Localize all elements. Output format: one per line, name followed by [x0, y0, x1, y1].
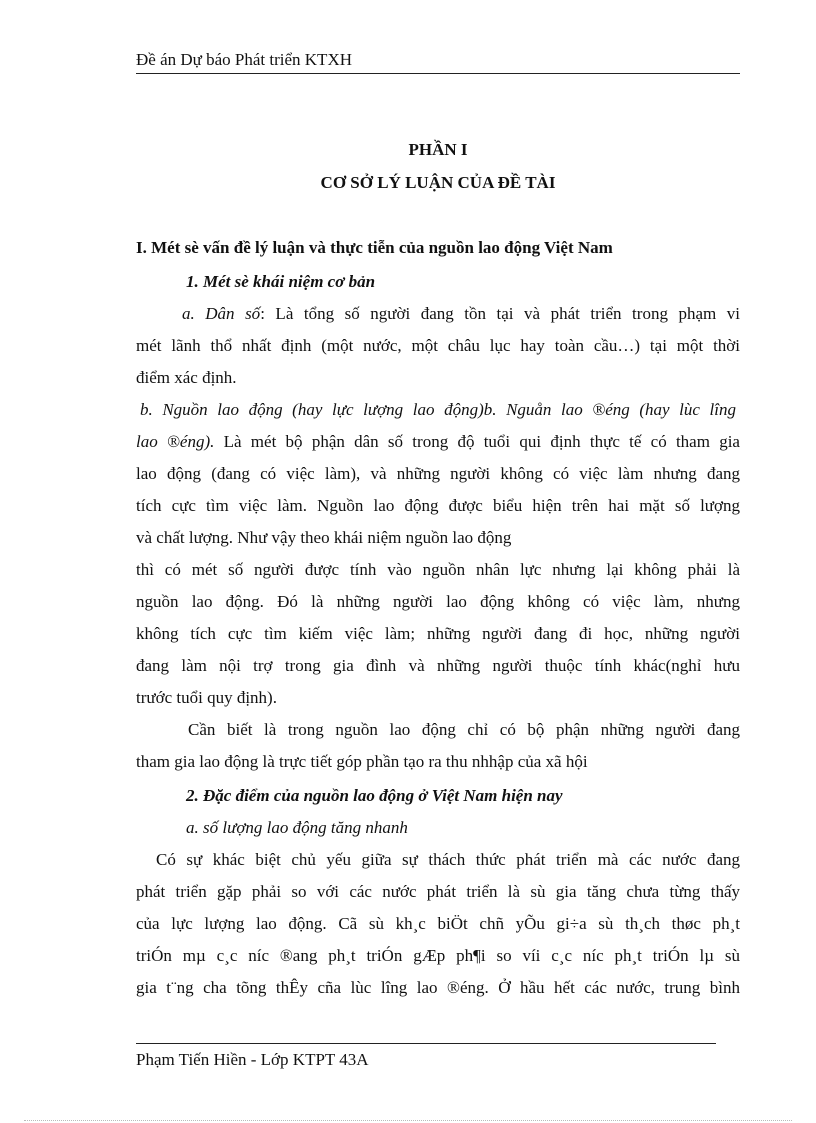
paragraph-line: gia t¨ng cha tõng thÊy cña lùc lîng lao ®éng. Ở hầu hết các nước, trung bình [136, 978, 740, 997]
paragraph-line: nguồn lao động. Đó là những người lao động không có việc làm, nhưng [136, 592, 740, 611]
paragraph-line: điểm xác định. [136, 368, 237, 387]
paragraph-line: phát triển gặp phải so với các nước phát triển là sù gia tăng chưa từng thấy [136, 882, 740, 901]
paragraph-text: : Là tổng số người đang tồn tại và phát triển trong phạm vi [260, 304, 740, 323]
page-bottom-rule [24, 1120, 792, 1121]
paragraph-line: Có sự khác biệt chủ yếu giữa sự thách thức phát triển mà các nước đang [156, 850, 740, 869]
paragraph-text: Là mét bộ phận dân số trong độ tuổi qui định thực tế có tham gia [214, 432, 740, 451]
paragraph-line: không tích cực tìm kiếm việc làm; những người đang đi học, những người [136, 624, 740, 643]
subsection-label: a. số lượng lao động tăng nhanh [186, 818, 408, 837]
paragraph-line [136, 432, 740, 452]
paragraph-line: tham gia lao động là trực tiết góp phần tạo ra thu nhhập của xã hội [136, 752, 588, 771]
term-label: a. Dân số [182, 304, 261, 323]
paragraph-line: thì có mét số người được tính vào nguồn nhân lực nhưng lại không phải là [136, 560, 740, 579]
page-footer: Phạm Tiến Hiền - Lớp KTPT 43A [136, 1043, 716, 1070]
paragraph-line: b. Nguồn lao động (hay lực lượng lao động)b. Nguån lao ®éng (hay lùc lîng [140, 400, 736, 419]
paragraph-line: của lực lượng lao động. Cã sù kh¸c biÖt chñ yÕu gi÷a sù th¸ch thøc ph¸t [136, 914, 740, 933]
paragraph-line: và chất lượng. Như vậy theo khái niệm nguồn lao động [136, 528, 512, 547]
subsection-heading-2: 2. Đặc điểm của nguồn lao động ở Việt Nam hiện nay [186, 786, 563, 805]
paragraph-line: trước tuổi quy định). [136, 688, 277, 707]
section-heading: I. Mét sè vấn đề lý luận và thực tiễn của nguồn lao động Việt Nam [136, 238, 613, 257]
term-label: lao ®éng). [136, 432, 215, 451]
paragraph-line: triÓn mµ c¸c níc ®ang ph¸t triÓn gÆp ph¶i so víi c¸c níc ph¸t triÓn lµ sù [136, 946, 740, 965]
paragraph-line: lao động (đang có việc làm), và những người không có việc làm nhưng đang [136, 464, 740, 483]
paragraph-line: mét lãnh thổ nhất định (một nước, một châu lục hay toàn cầu…) tại một thời [136, 336, 740, 355]
paragraph-line: Cần biết là trong nguồn lao động chỉ có bộ phận những người đang [188, 720, 740, 739]
part-title: PHẦN I [408, 140, 468, 159]
subsection-heading-1: 1. Mét sè khái niệm cơ bản [186, 272, 376, 291]
part-subtitle: CƠ SỞ LÝ LUẬN CỦA ĐỀ TÀI [320, 173, 556, 192]
paragraph-line: đang làm nội trợ trong gia đình và những người thuộc tính khác(nghỉ hưu [136, 656, 740, 675]
paragraph-line: tích cực tìm việc làm. Nguồn lao động được biểu hiện trên hai mặt số lượng [136, 496, 740, 515]
page-header: Đề án Dự báo Phát triển KTXH [136, 50, 740, 74]
paragraph-line [182, 304, 740, 324]
